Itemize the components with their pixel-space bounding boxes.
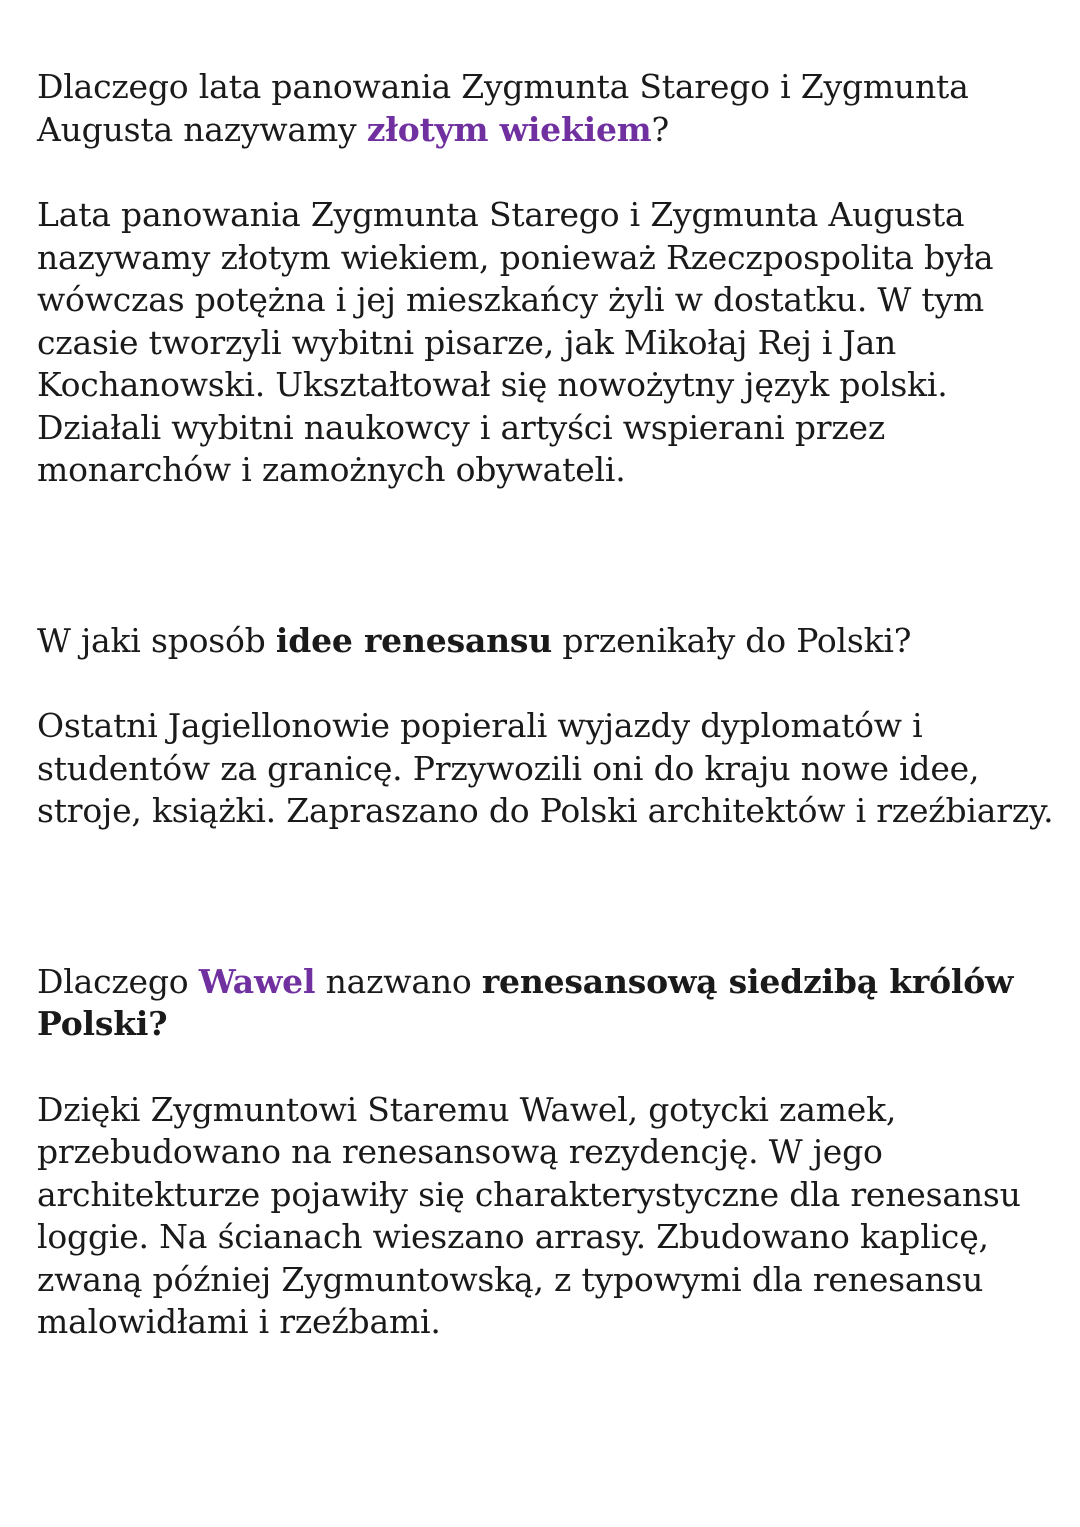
question-text: Dlaczego xyxy=(37,961,199,1001)
question-text-end: przenikały do Polski? xyxy=(552,620,912,660)
document-page xyxy=(37,66,1057,1344)
highlight-renaissance-ideas: idee renesansu xyxy=(275,620,553,660)
question-wawel xyxy=(37,961,1057,1046)
question-text: Dlaczego lata panowania Zygmunta Starego i Zygmunta Augusta nazywamy xyxy=(37,67,969,149)
answer-wawel: Dzięki Zygmuntowi Staremu Wawel, gotycki zamek, przebudowano na renesansową rezydencję. W jego architekturze pojawiły się charakterystyczne dla renesansu loggie. Na ścianach wieszano arrasy. Zbudowano kaplicę, zwaną później Zygmuntowską, z typowymi dla renesansu malowidłami i rzeźbami. xyxy=(37,1089,1021,1341)
question-text-end: ? xyxy=(651,109,669,149)
highlight-royal-residence: renesansową siedzibą królów Polski? xyxy=(37,961,1014,1043)
question-renaissance-ideas xyxy=(37,620,1057,663)
answer-golden-age: Lata panowania Zygmunta Starego i Zygmunta Augusta nazywamy złotym wiekiem, ponieważ Rzeczpospolita była wówczas potężna i jej mieszkańcy żyli w dostatku. W tym czasie tworzyli wybitni pisarze, jak Mikołaj Rej i Jan Kochanowski. Ukształtował się nowożytny język polski. Działali wybitni naukowcy i artyści wspierani przez monarchów i zamożnych obywateli. xyxy=(37,195,994,489)
question-text-middle: nazwano xyxy=(315,961,482,1001)
question-text: W jaki sposób xyxy=(37,620,276,660)
highlight-wawel: Wawel xyxy=(198,961,316,1001)
highlight-golden-age: złotym wiekiem xyxy=(366,109,652,149)
question-golden-age xyxy=(37,66,1057,151)
answer-renaissance-ideas: Ostatni Jagiellonowie popierali wyjazdy dyplomatów i studentów za granicę. Przywozili oni do kraju nowe idee, stroje, książki. Zapraszano do Polski architektów i rzeźbiarzy. xyxy=(37,706,1054,830)
